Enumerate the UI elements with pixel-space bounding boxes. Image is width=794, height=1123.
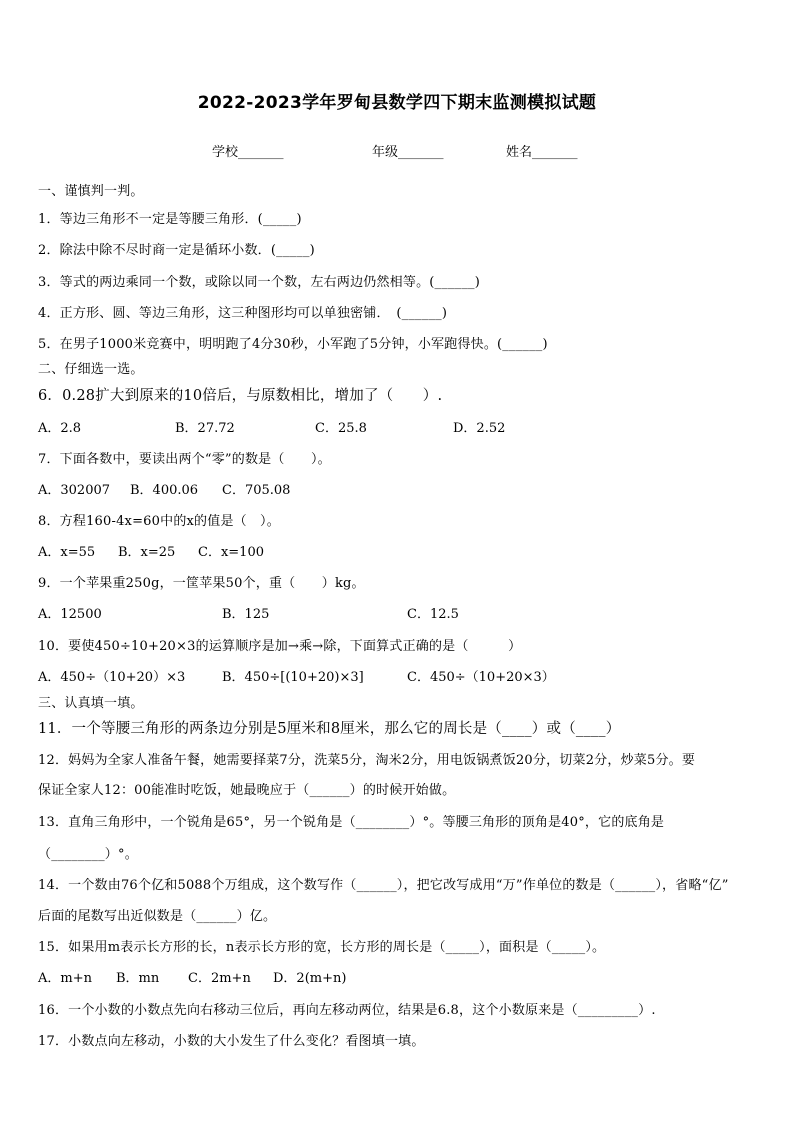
option: B．x=25 — [118, 545, 176, 560]
question-13-continued: （________）°。 — [38, 847, 138, 862]
question-6: 6．0.28扩大到原来的10倍后，与原数相比，增加了（ ）. — [38, 388, 443, 404]
option: A．2.8 — [38, 421, 82, 436]
option: B．mn — [116, 971, 160, 986]
option: C．12.5 — [407, 607, 459, 622]
question-13: 13．直角三角形中，一个锐角是65°，另一个锐角是（________）°。等腰三角形的顶角是40°，它的底角是 — [38, 815, 665, 830]
question-15: 15．如果用m表示长方形的长，n表示长方形的宽，长方形的周长是（_____），面积是（_____）。 — [38, 940, 606, 955]
question-7: 7．下面各数中，要读出两个“零”的数是（ ）。 — [38, 452, 331, 467]
question-14-continued: 后面的尾数写出近似数是（______）亿。 — [38, 909, 277, 924]
option: A．450÷（10+20）×3 — [38, 670, 186, 685]
question-11: 11．一个等腰三角形的两条边分别是5厘米和8厘米，那么它的周长是（____）或（____） — [38, 721, 621, 737]
grade-field: 年级_______ — [372, 145, 444, 160]
school-field: 学校_______ — [212, 145, 284, 160]
option: B．450÷[(10+20)×3] — [222, 670, 364, 685]
option: D．2(m+n) — [273, 971, 347, 986]
section-heading: 一、谨慎判一判。 — [38, 184, 144, 199]
option: C．x=100 — [198, 545, 264, 560]
question-17: 17．小数点向左移动，小数的大小发生了什么变化？看图填一填。 — [38, 1034, 425, 1049]
option: B．400.06 — [130, 483, 199, 498]
option: B．27.72 — [175, 421, 235, 436]
question-12-continued: 保证全家人12：00能准时吃饭，她最晚应于（______）的时候开始做。 — [38, 783, 456, 798]
option: C．450÷（10+20×3） — [407, 670, 555, 685]
question-16: 16．一个小数的小数点先向右移动三位后，再向左移动两位，结果是6.8，这个小数原来是（_________）. — [38, 1003, 656, 1018]
option: D．2.52 — [453, 421, 506, 436]
option: A．302007 — [38, 483, 111, 498]
option: A．m+n — [38, 971, 92, 986]
question-3: 3．等式的两边乘同一个数，或除以同一个数，左右两边仍然相等。(______) — [38, 275, 481, 290]
option: A．12500 — [38, 607, 102, 622]
question-4: 4．正方形、圆、等边三角形，这三种图形均可以单独密铺． (______) — [38, 306, 448, 321]
option: C．25.8 — [315, 421, 367, 436]
option: A．x=55 — [38, 545, 96, 560]
option: C．705.08 — [222, 483, 291, 498]
section-heading: 三、认真填一填。 — [38, 696, 144, 711]
question-14: 14．一个数由76个亿和5088个万组成，这个数写作（______），把它改写成用“万”作单位的数是（______），省略“亿” — [38, 878, 729, 893]
option: B．125 — [222, 607, 270, 622]
name-field: 姓名_______ — [506, 145, 578, 160]
section-heading: 二、仔细选一选。 — [38, 362, 144, 377]
question-5: 5．在男子1000米竞赛中，明明跑了4分30秒，小军跑了5分钟，小军跑得快。(______) — [38, 337, 548, 352]
question-1: 1．等边三角形不一定是等腰三角形．(_____) — [38, 212, 302, 227]
question-2: 2．除法中除不尽时商一定是循环小数．(_____) — [38, 243, 315, 258]
page-title: 2022-2023学年罗甸县数学四下期末监测模拟试题 — [197, 93, 597, 113]
question-10: 10．要使450÷10+20×3的运算顺序是加→乘→除，下面算式正确的是（ ） — [38, 639, 522, 654]
question-8: 8．方程160-4x=60中的x的值是（ ）。 — [38, 514, 280, 529]
question-9: 9．一个苹果重250g，一筐苹果50个，重（ ）kg。 — [38, 576, 365, 591]
option: C．2m+n — [188, 971, 251, 986]
question-12: 12．妈妈为全家人准备午餐，她需要择菜7分，洗菜5分，淘米2分，用电饭锅煮饭20分，切菜2分，炒菜5分。要 — [38, 753, 696, 768]
